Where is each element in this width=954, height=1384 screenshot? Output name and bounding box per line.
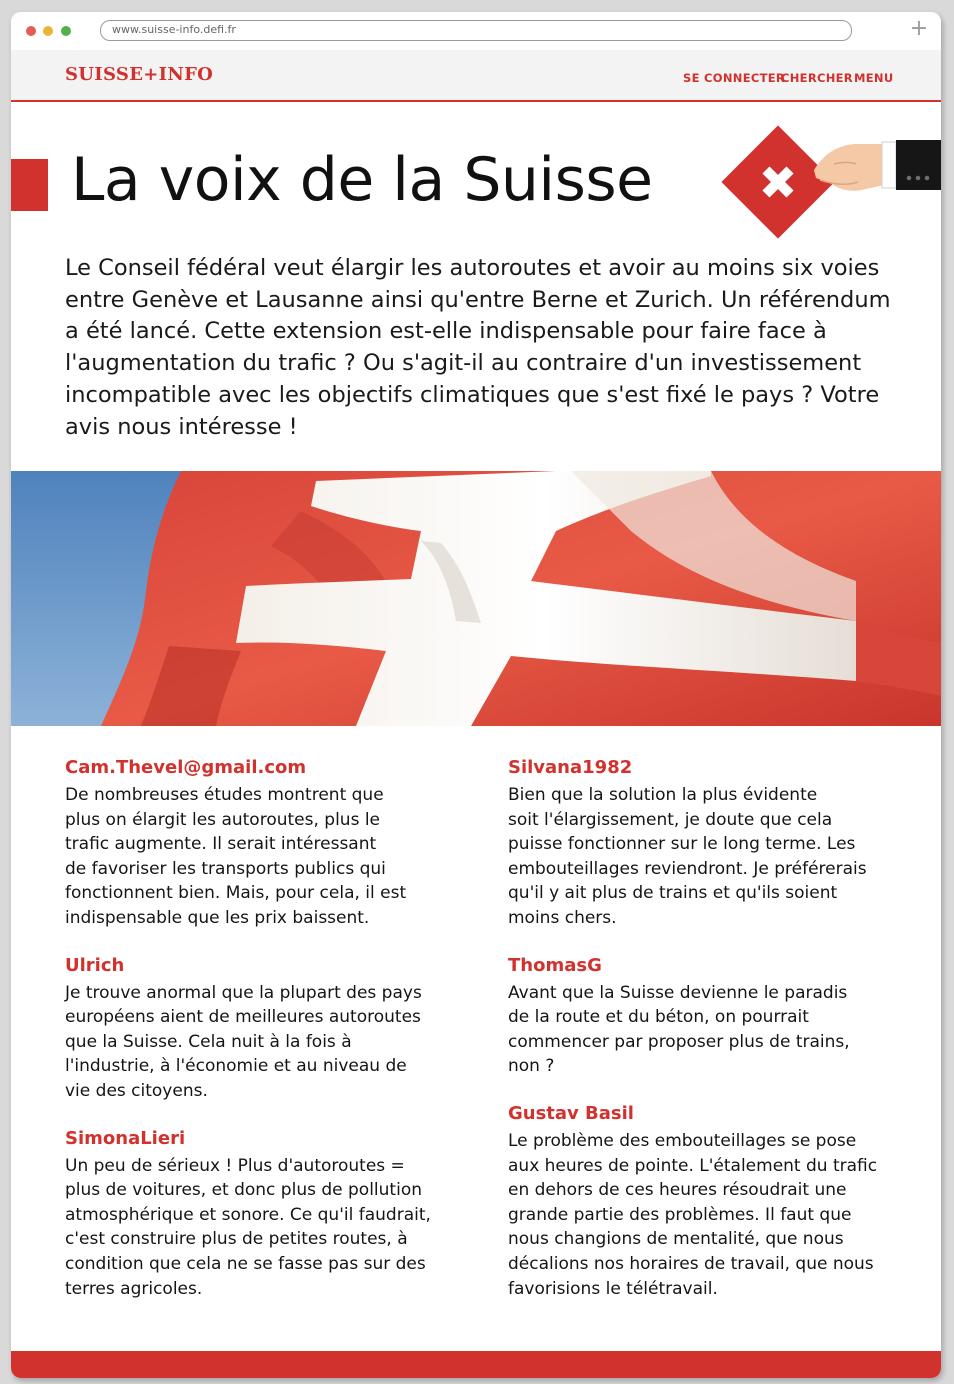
shirt-cuff <box>882 142 896 188</box>
address-bar-url: www.suisse-info.defi.fr <box>112 23 236 36</box>
footer-bar <box>11 1351 941 1378</box>
comment-author[interactable]: SimonaLieri <box>65 1127 186 1149</box>
nav-menu-link[interactable]: MENU <box>854 71 894 85</box>
comment <box>508 1103 898 1301</box>
comment-author[interactable]: Ulrich <box>65 954 125 976</box>
comments-column-left <box>65 757 455 1325</box>
address-bar[interactable] <box>100 20 852 41</box>
browser-chrome <box>11 12 941 51</box>
comment-text: Je trouve anormal que la plupart des pays européens aient de meilleures autoroutes que la Suisse. Cela nuit à la fois à l'industrie, à l'économie et au niveau de vie des citoyens. <box>65 982 422 1101</box>
page-title: La voix de la Suisse <box>71 145 653 215</box>
comments-column-right <box>508 757 898 1325</box>
minimize-window-button[interactable] <box>43 26 53 36</box>
comment-text: Bien que la solution la plus évidente soit l'élargissement, je doute que cela puisse fonctionner sur le long terme. Les embouteillages reviendront. Je préférerais qu'il y ait plus de trains et qu'ils soient moins chers. <box>508 785 867 928</box>
comment-text: Le problème des embouteillages se pose aux heures de pointe. L'étalement du trafic en dehors de ces heures résoudrait une grande partie des problèmes. Il faut que nous changions de mentalité, que nous décalions nos horaires de travail, que nous favorisions le télétravail. <box>508 1130 878 1299</box>
comment <box>65 955 455 1104</box>
comment <box>508 955 898 1079</box>
new-tab-icon[interactable]: + <box>909 16 929 41</box>
site-logo[interactable]: SUISSE+INFO <box>65 64 214 85</box>
comment-author[interactable]: Gustav Basil <box>508 1102 634 1124</box>
maximize-window-button[interactable] <box>61 26 71 36</box>
comment-author[interactable]: ThomasG <box>508 954 602 976</box>
suit-sleeve <box>896 140 941 190</box>
title-accent-marker <box>11 159 48 211</box>
nav-search-link[interactable]: CHERCHER <box>781 71 853 85</box>
comment-text: Un peu de sérieux ! Plus d'autoroutes = plus de voitures, et donc plus de pollution atmosphérique et sonore. Ce qu'il faudrait, c'est construire plus de petites routes, à condition que cela ne se fasse pas sur des terres agricoles. <box>65 1155 431 1299</box>
comment <box>508 757 898 931</box>
nav-login-link[interactable]: SE CONNECTER <box>683 71 786 85</box>
swiss-flag-photo <box>11 471 941 726</box>
hand-ballot-icon <box>716 120 941 245</box>
article-intro: Le Conseil fédéral veut élargir les autoroutes et avoir au moins six voies entre Genève et Lausanne ainsi qu'entre Berne et Zurich. Un référendum a été lancé. Cette extension est-elle indispensable pour faire face à l'augmentation du trafic ? Ou s'agit-il au contraire d'un investissement incompatible avec les objectifs climatiques que s'est fixé le pays ? Votre avis nous intéresse ! <box>65 255 891 440</box>
site-header <box>11 50 941 102</box>
comment-author[interactable]: Cam.Thevel@gmail.com <box>65 757 307 778</box>
comment-author[interactable]: Silvana1982 <box>508 757 633 778</box>
comment <box>65 1128 455 1302</box>
comment <box>65 757 455 931</box>
close-window-button[interactable] <box>26 26 36 36</box>
browser-window <box>11 12 941 1378</box>
comment-text: Avant que la Suisse devienne le paradis de la route et du béton, on pourrait commencer par proposer plus de trains, non ? <box>508 982 850 1077</box>
comment-text: De nombreuses études montrent que plus on élargit les autoroutes, plus le trafic augmente. Il serait intéressant de favoriser les transports publics qui fonctionnent bien. Mais, pour cela, il est indispensable que les prix baissent. <box>65 785 407 928</box>
